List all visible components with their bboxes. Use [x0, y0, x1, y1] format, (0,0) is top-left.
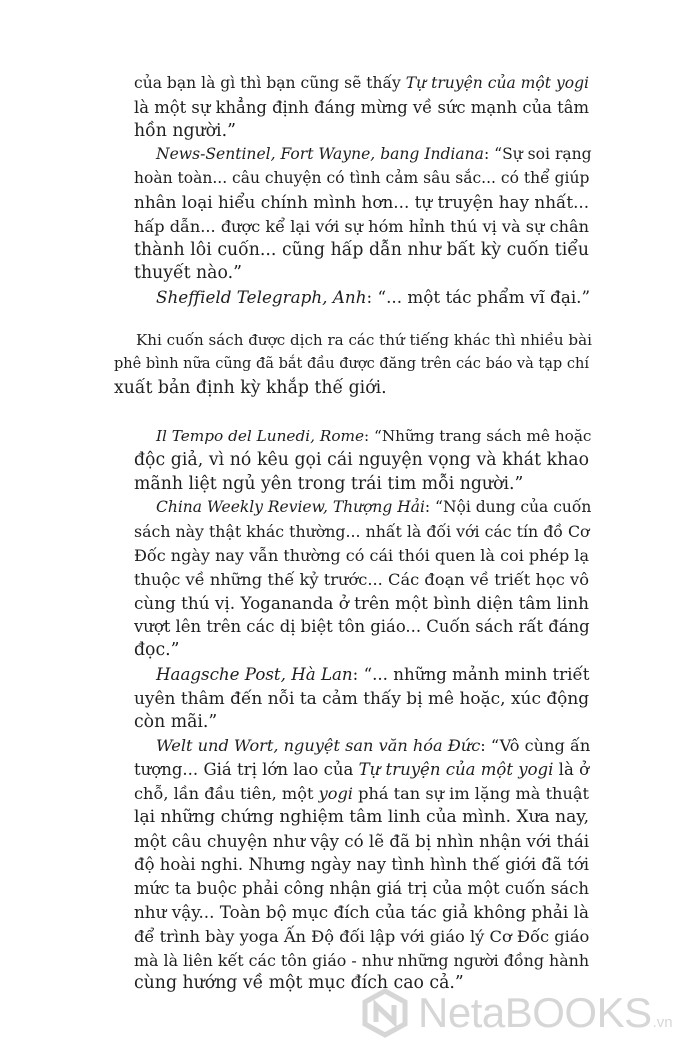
text-line: để trình bày yoga Ấn Độ đối lập với giáo lý Cơ Đốc giáo	[134, 926, 590, 946]
text-line: Khi cuốn sách được dịch ra các thứ tiếng khác thì nhiều bài	[136, 331, 592, 349]
text-line: mà là liên kết các tôn giáo - như những người đồng hành	[134, 950, 590, 970]
source-line: Il Tempo del Lunedi, Rome: “Những trang sách mê hoặc	[156, 427, 592, 445]
quotes-bottom	[134, 425, 592, 996]
text-line: sách này thật khác thường... nhất là đối với các tín đồ Cơ	[134, 522, 590, 542]
text-line: hấp dẫn... được kể lại với sự hóm hỉnh thú vị và sự chân	[134, 216, 589, 236]
text-line: lại những chứng nghiệm tâm linh của mình. Xưa nay,	[134, 806, 589, 827]
text-line: Đốc ngày nay vẫn thường có cái thói quen là coi phép lạ	[134, 545, 589, 565]
text-line: uyên thâm đến nỗi ta cảm thấy bị mê hoặc, xúc động	[134, 687, 590, 708]
text-line: tượng... Giá trị lớn lao của Tự truyện của một yogi là ở	[134, 760, 590, 780]
netabooks-logo-icon	[360, 988, 410, 1038]
text-line: như vậy... Toàn bộ mục đích của tác giả không phải là	[134, 901, 589, 922]
text-line: thành lôi cuốn... cũng hấp dẫn như bất kỳ cuốn tiểu	[134, 239, 589, 260]
text-line: phê bình nữa cũng đã bắt đầu được đăng trên các báo và tạp chí	[114, 355, 589, 372]
text-line: độ hoài nghi. Nhưng ngày nay tình hình thế giới đã tới	[134, 855, 589, 875]
netabooks-watermark	[360, 985, 673, 1041]
body-paragraph	[114, 329, 592, 400]
text-line: xuất bản định kỳ khắp thế giới.	[114, 377, 387, 398]
text-line: cùng thú vị. Yogananda ở trên một bình diện tâm linh	[134, 592, 589, 613]
source-line: Haagsche Post, Hà Lan: “... những mảnh minh triết	[156, 664, 590, 684]
source-line: Sheffield Telegraph, Anh: “... một tác phẩm vĩ đại.”	[156, 287, 591, 308]
watermark-suffix: .vn	[652, 1014, 673, 1031]
text-line: còn mãi.”	[134, 711, 218, 732]
text-line: của bạn là gì thì bạn cũng sẽ thấy Tự truyện của một yogi	[134, 74, 590, 92]
source-line: Welt und Wort, nguyệt san văn hóa Đức: “Vô cùng ấn	[156, 736, 591, 756]
text-line: mãnh liệt ngủ yên trong trái tim mỗi người.”	[134, 473, 524, 494]
text-line: đọc.”	[134, 640, 180, 661]
text-line: cùng hướng về một mục đích cao cả.”	[134, 973, 464, 994]
text-line: vượt lên trên các dị biệt tôn giáo... Cuốn sách rất đáng	[134, 617, 590, 637]
text-line: một câu chuyện như vậy có lẽ đã bị nhìn nhận với thái	[134, 831, 590, 851]
source-line: China Weekly Review, Thượng Hải: “Nội dung của cuốn	[156, 498, 592, 517]
text-line: là một sự khẳng định đáng mừng về sức mạnh của tâm	[134, 97, 589, 117]
text-line: thuộc về những thế kỷ trước... Các đoạn về triết học vô	[134, 569, 589, 589]
text-line: chỗ, lần đầu tiên, một yogi phá tan sự im lặng mà thuật	[134, 783, 589, 803]
text-line: độc giả, vì nó kêu gọi cái nguyện vọng và khát khao	[134, 449, 589, 470]
text-line: mức ta buộc phải công nhận giá trị của một cuốn sách	[134, 879, 590, 899]
source-line: News-Sentinel, Fort Wayne, bang Indiana: “Sự soi rạng	[156, 145, 592, 164]
text-line: hoàn toàn... câu chuyện có tình cảm sâu sắc... có thể giúp	[134, 169, 590, 188]
quotes-top	[134, 72, 592, 310]
watermark-text: NetaBOOKS	[418, 989, 652, 1036]
text-line: nhân loại hiểu chính mình hơn... tự truyện hay nhất...	[134, 191, 590, 212]
text-line: hồn người.”	[134, 120, 236, 141]
text-line: thuyết nào.”	[134, 263, 242, 284]
